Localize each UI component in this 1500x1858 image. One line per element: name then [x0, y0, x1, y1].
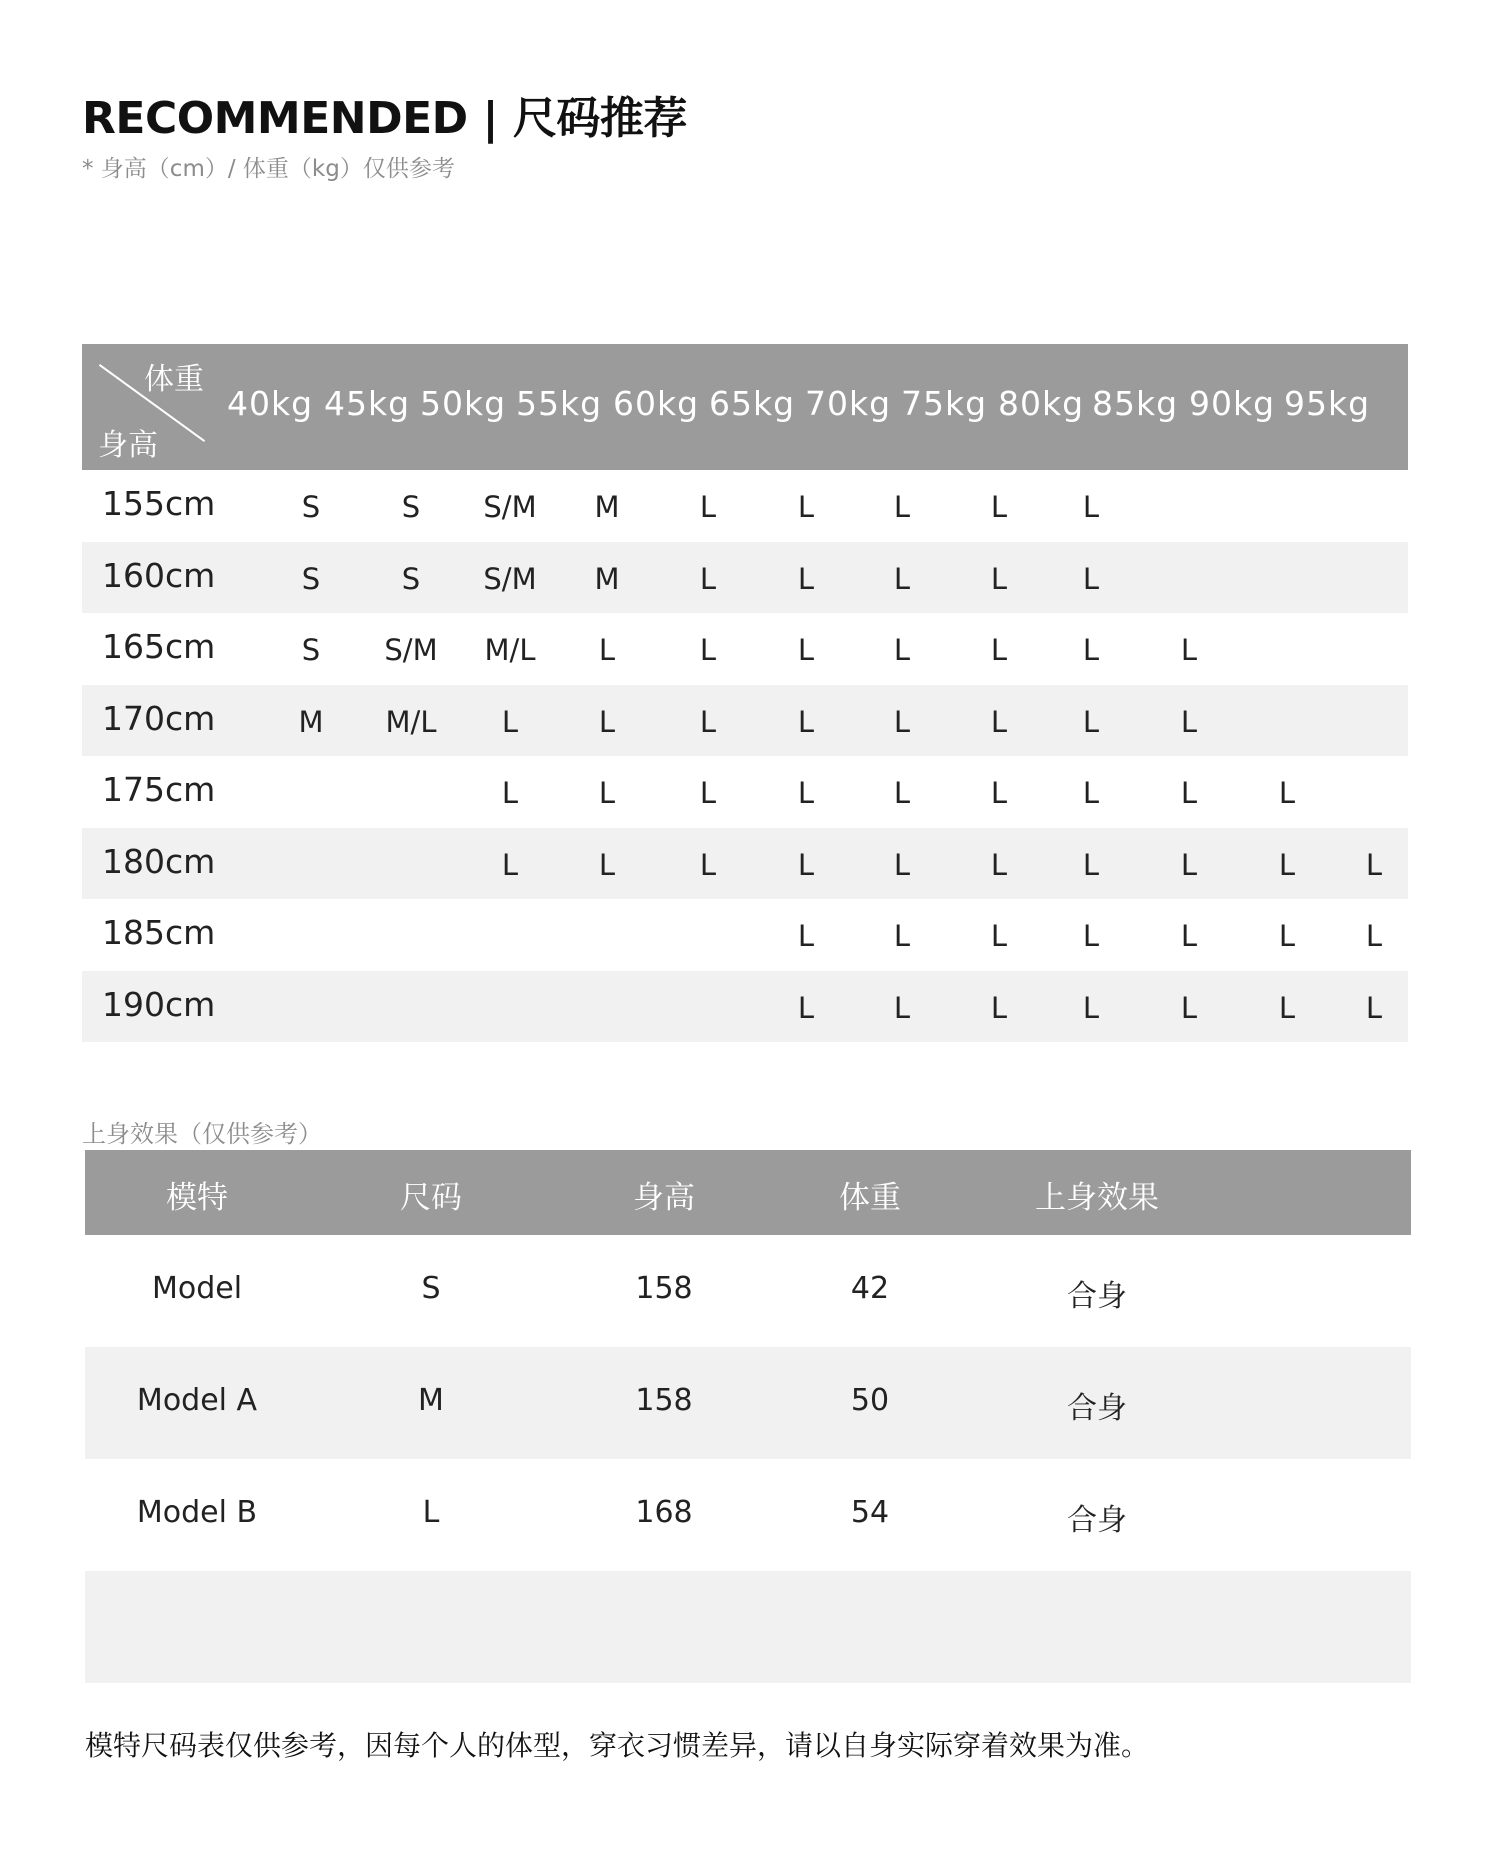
model-column-header: 模特: [166, 1180, 228, 1216]
size-table-row: [82, 756, 1408, 828]
model-column-header: 尺码: [400, 1180, 462, 1216]
size-cell: L: [797, 919, 815, 953]
size-cell: M: [298, 704, 324, 739]
size-cell: L: [699, 490, 717, 524]
size-cell: S/M: [483, 561, 537, 596]
size-cell: M/L: [385, 704, 437, 739]
weight-column-header: 45kg: [323, 384, 411, 423]
height-cell: 175cm: [102, 770, 216, 809]
model-table-row: [85, 1235, 1411, 1347]
size-cell: L: [1278, 847, 1296, 882]
corner-weight-label: 体重: [144, 362, 204, 397]
model-table-cell: 50: [850, 1383, 890, 1418]
weight-column-header: 65kg: [708, 384, 796, 423]
size-cell: L: [1082, 490, 1100, 524]
size-cell: L: [797, 561, 815, 596]
model-table-cell: Model B: [136, 1495, 258, 1530]
size-cell: L: [1365, 990, 1383, 1025]
model-table-row: [85, 1571, 1411, 1683]
size-cell: L: [1278, 776, 1296, 810]
size-cell: S/M: [384, 633, 438, 667]
corner-cell: [82, 344, 222, 470]
height-cell: 165cm: [102, 627, 216, 666]
size-cell: L: [797, 633, 815, 667]
size-cell: M: [594, 561, 620, 596]
size-table-row: [82, 971, 1408, 1043]
page-title: RECOMMENDED | 尺码推荐: [82, 93, 687, 144]
size-cell: L: [699, 704, 717, 739]
reference-note: * 身高（cm）/ 体重（kg）仅供参考: [82, 156, 455, 182]
weight-column-header: 55kg: [515, 384, 603, 423]
size-cell: L: [893, 490, 911, 524]
size-cell: L: [1082, 990, 1100, 1025]
size-table-row: [82, 899, 1408, 971]
size-cell: L: [990, 633, 1008, 667]
model-table-row: [85, 1347, 1411, 1459]
model-column-header: 体重: [839, 1180, 901, 1216]
size-table-row: [82, 542, 1408, 614]
size-table-header: [82, 344, 1408, 470]
size-cell: L: [1082, 847, 1100, 882]
size-cell: L: [990, 490, 1008, 524]
size-cell: L: [598, 847, 616, 882]
height-cell: 155cm: [102, 484, 216, 523]
size-cell: L: [501, 776, 519, 810]
size-cell: L: [990, 704, 1008, 739]
model-table-cell: 54: [850, 1495, 890, 1530]
size-cell: L: [990, 561, 1008, 596]
size-cell: L: [598, 776, 616, 810]
size-cell: S/M: [483, 490, 537, 524]
model-fit-table: [85, 1150, 1411, 1683]
size-cell: L: [893, 561, 911, 596]
size-cell: M/L: [484, 633, 536, 667]
size-cell: M: [594, 490, 620, 524]
size-cell: L: [699, 847, 717, 882]
model-table-cell: 合身: [1067, 1391, 1127, 1426]
size-cell: L: [1365, 919, 1383, 953]
weight-column-header: 75kg: [900, 384, 988, 423]
model-column-header: 上身效果: [1035, 1180, 1159, 1216]
model-column-header: 身高: [633, 1180, 695, 1216]
size-cell: L: [1180, 704, 1198, 739]
size-cell: S: [401, 561, 421, 596]
size-cell: L: [1082, 561, 1100, 596]
model-table-cell: S: [421, 1271, 441, 1306]
model-table-row: [85, 1459, 1411, 1571]
weight-column-header: 70kg: [804, 384, 892, 423]
size-cell: L: [797, 990, 815, 1025]
weight-column-header: 50kg: [419, 384, 507, 423]
model-table-cell: 158: [635, 1383, 693, 1418]
model-table-cell: 158: [635, 1271, 693, 1306]
size-cell: L: [1180, 919, 1198, 953]
size-cell: L: [893, 704, 911, 739]
model-table-header: [85, 1150, 1411, 1235]
model-table-cell: Model: [151, 1271, 243, 1306]
size-cell: L: [501, 847, 519, 882]
weight-column-header: 80kg: [997, 384, 1085, 423]
model-table-cell: 42: [850, 1271, 890, 1306]
size-table-row: [82, 613, 1408, 685]
model-section-title: 上身效果（仅供参考）: [82, 1120, 322, 1148]
size-cell: L: [598, 704, 616, 739]
size-cell: L: [990, 847, 1008, 882]
weight-column-header: 40kg: [226, 384, 314, 423]
footer-disclaimer: 模特尺码表仅供参考，因每个人的体型，穿衣习惯差异，请以自身实际穿着效果为准。: [85, 1729, 1150, 1762]
size-cell: S: [301, 561, 321, 596]
height-cell: 170cm: [102, 698, 216, 738]
model-table-cell: Model A: [136, 1383, 258, 1418]
size-cell: L: [893, 633, 911, 667]
size-cell: L: [990, 990, 1008, 1025]
model-table-cell: 合身: [1067, 1503, 1127, 1538]
size-cell: L: [501, 704, 519, 739]
size-cell: L: [1180, 990, 1198, 1025]
size-table-row: [82, 828, 1408, 900]
model-table-cell: 168: [635, 1495, 693, 1530]
size-cell: L: [699, 633, 717, 667]
size-cell: L: [1180, 633, 1198, 667]
model-table-cell: 合身: [1067, 1279, 1127, 1314]
size-cell: L: [699, 561, 717, 596]
weight-column-header: 60kg: [612, 384, 700, 423]
size-cell: L: [893, 919, 911, 953]
weight-column-header: 90kg: [1188, 384, 1276, 423]
height-cell: 160cm: [102, 555, 216, 595]
height-cell: 190cm: [102, 984, 216, 1024]
size-cell: L: [990, 919, 1008, 953]
size-cell: L: [1180, 776, 1198, 810]
size-cell: L: [1365, 847, 1383, 882]
size-recommendation-table: [82, 344, 1408, 1042]
size-cell: L: [797, 847, 815, 882]
weight-column-header: 85kg: [1091, 384, 1179, 423]
size-cell: L: [598, 633, 616, 667]
size-cell: S: [301, 633, 321, 667]
size-cell: L: [1082, 633, 1100, 667]
size-cell: L: [797, 776, 815, 810]
size-table-row: [82, 470, 1408, 542]
size-cell: L: [893, 847, 911, 882]
size-cell: L: [699, 776, 717, 810]
size-cell: L: [990, 776, 1008, 810]
size-cell: L: [893, 776, 911, 810]
corner-height-label: 身高: [98, 428, 158, 463]
size-table-row: [82, 685, 1408, 757]
model-table-cell: M: [418, 1383, 444, 1418]
size-cell: L: [797, 704, 815, 739]
size-cell: L: [1180, 847, 1198, 882]
height-cell: 180cm: [102, 841, 216, 881]
size-cell: L: [1082, 776, 1100, 810]
height-cell: 185cm: [102, 913, 216, 952]
size-cell: S: [401, 490, 421, 524]
size-cell: L: [1278, 990, 1296, 1025]
size-cell: S: [301, 490, 321, 524]
model-table-cell: L: [422, 1495, 440, 1530]
size-cell: L: [1082, 704, 1100, 739]
size-cell: L: [1082, 919, 1100, 953]
size-cell: L: [893, 990, 911, 1025]
size-cell: L: [1278, 919, 1296, 953]
weight-column-header: 95kg: [1283, 384, 1371, 423]
size-cell: L: [797, 490, 815, 524]
